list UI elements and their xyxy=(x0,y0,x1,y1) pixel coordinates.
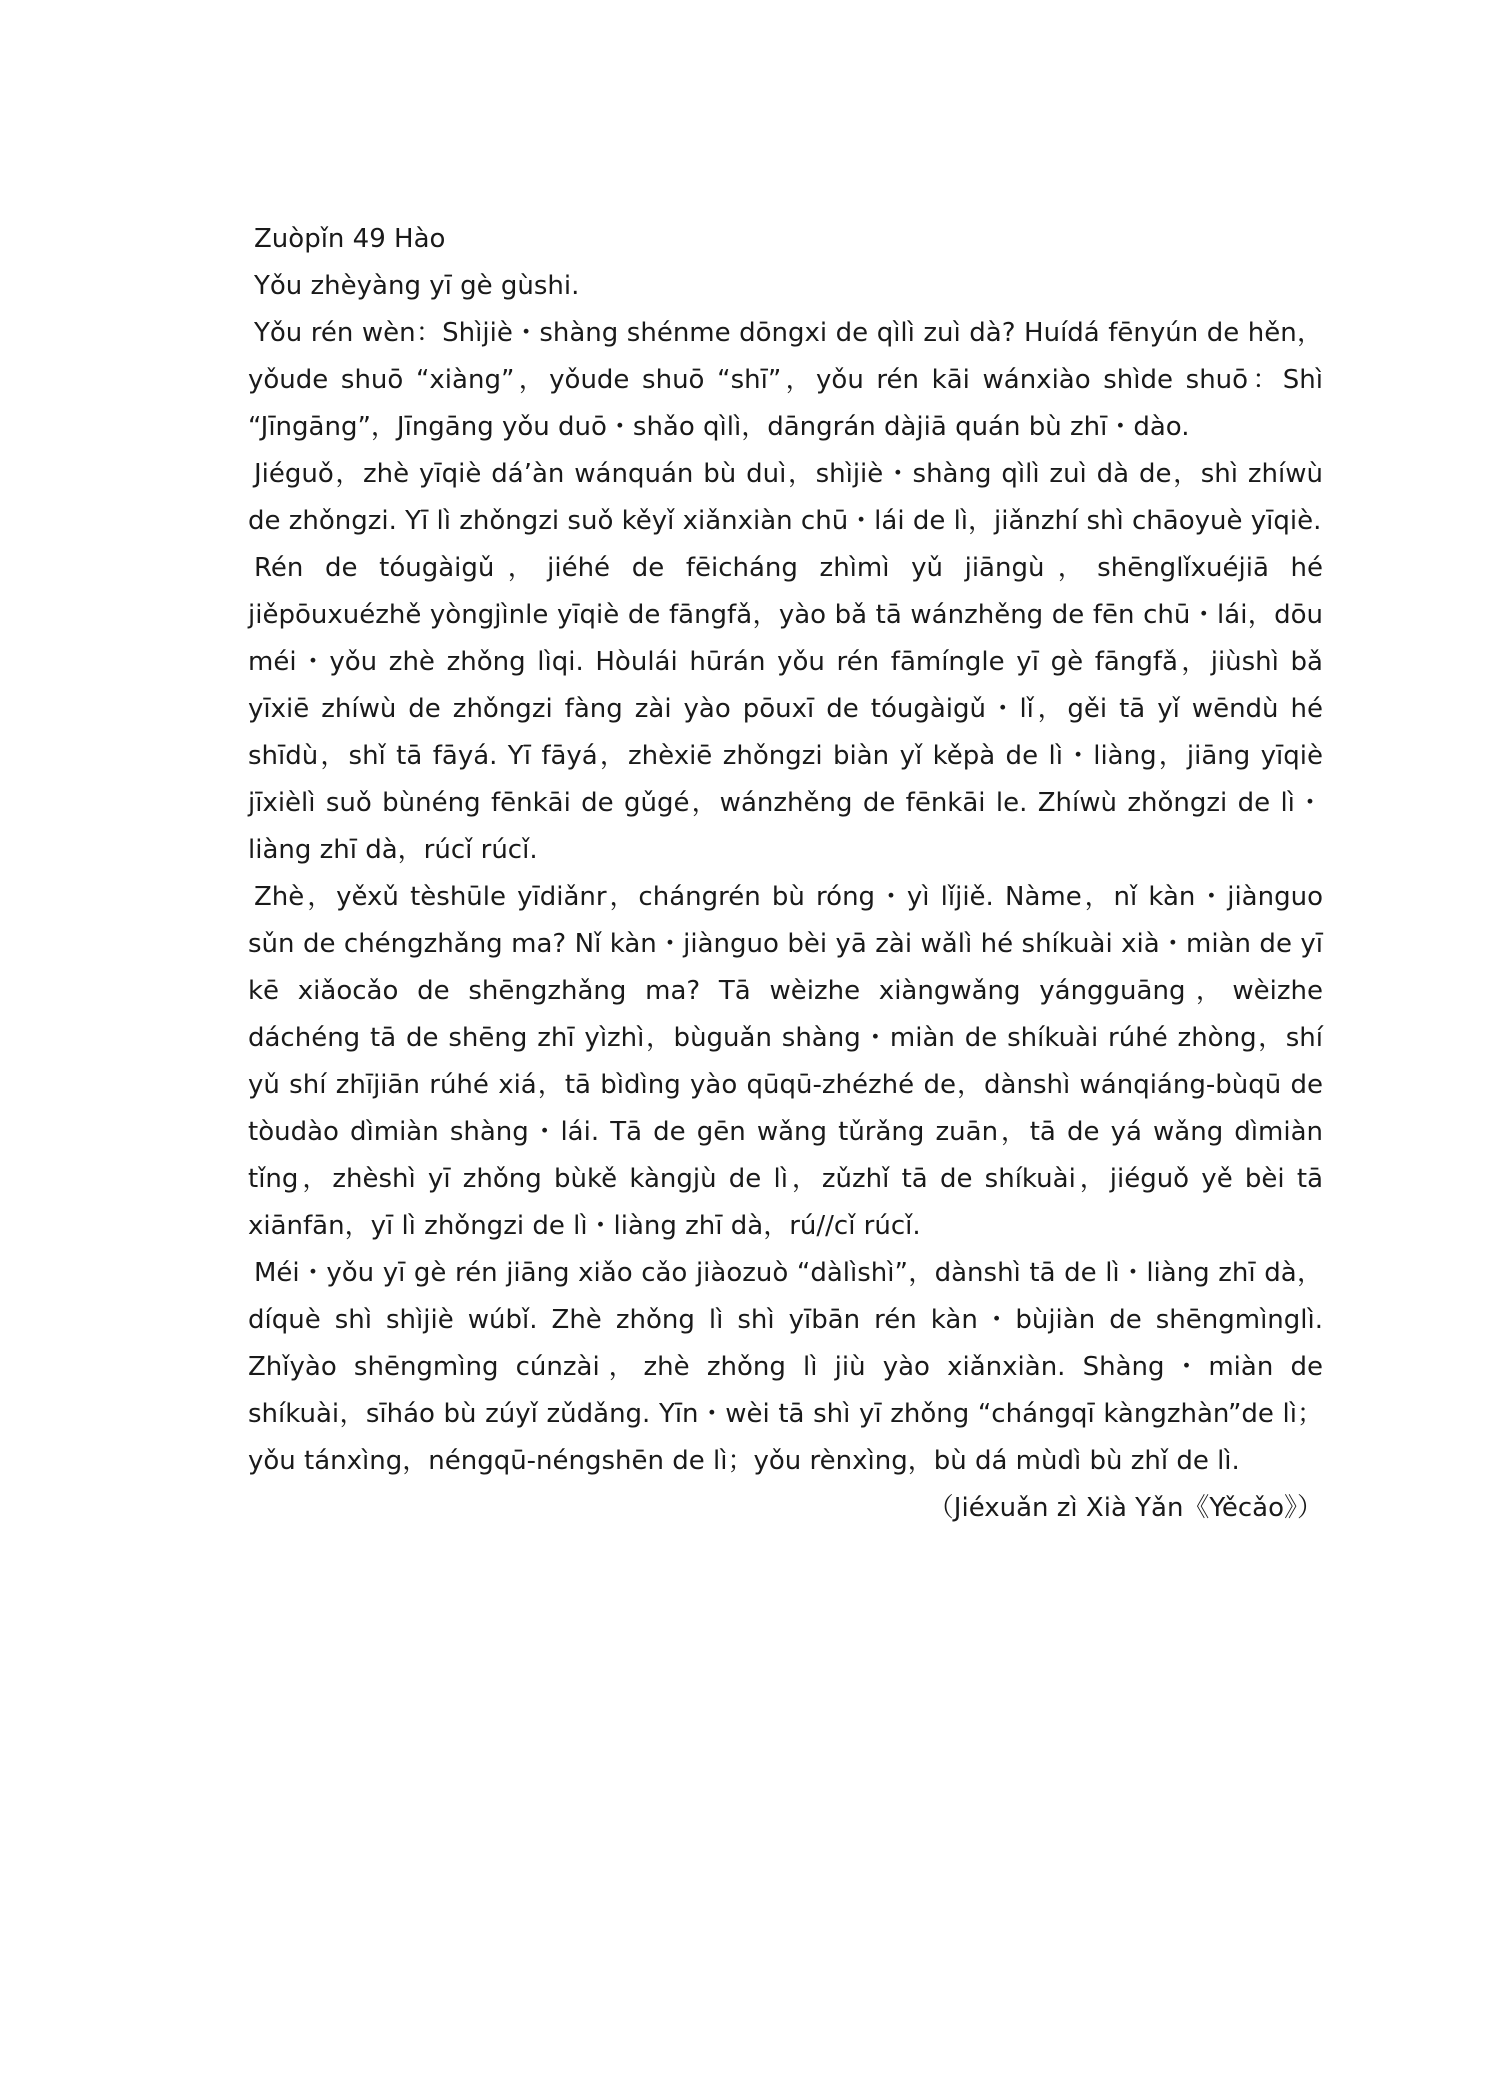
paragraph-3: Jiéguǒ，zhè yīqiè dá’àn wánquán bù duì，shìjiè・shàng qìlì zuì dà de，shì zhíwù de zhǒngzi. Yī lì zhǒngzi suǒ kěyǐ xiǎnxiàn chū・lái de lì，jiǎnzhí shì chāoyuè yīqiè. xyxy=(248,459,1323,536)
work-title: Zuòpǐn 49 Hào xyxy=(254,224,446,254)
paragraph-4: Rén de tóugàigǔ，jiéhé de fēicháng zhìmì yǔ jiāngù，shēnglǐxuéjiā hé jiěpōuxuézhě yòngjìnle yīqiè de fāngfǎ，yào bǎ tā wánzhěng de fēn chū・lái，dōu méi・yǒu zhè zhǒng lìqi. Hòulái hūrán yǒu rén fāmíngle yī gè fāngfǎ，jiùshì bǎ yīxiē zhíwù de zhǒngzi fàng zài yào pōuxī de tóugàigǔ・lǐ，gěi tā yǐ wēndù hé shīdù，shǐ tā fāyá. Yī fāyá，zhèxiē zhǒngzi biàn yǐ kěpà de lì・liàng，jiāng yīqiè jīxièlì suǒ bùnéng fēnkāi de gǔgé，wánzhěng de fēnkāi le. Zhíwù zhǒngzi de lì・liàng zhī dà，rúcǐ rúcǐ. xyxy=(248,553,1324,865)
paragraph-5: Zhè，yěxǔ tèshūle yīdiǎnr，chángrén bù róng・yì lǐjiě. Nàme，nǐ kàn・jiànguo sǔn de chéngzhǎng ma? Nǐ kàn・jiànguo bèi yā zài wǎlì hé shíkuài xià・miàn de yī kē xiǎocǎo de shēngzhǎng ma? Tā wèizhe xiàngwǎng yángguāng，wèizhe dáchéng tā de shēng zhī yìzhì，bùguǎn shàng・miàn de shíkuài rúhé zhòng，shí yǔ shí zhījiān rúhé xiá，tā bìdìng yào qūqū-zhézhé de，dànshì wánqiáng-bùqū de tòudào dìmiàn shàng・lái. Tā de gēn wǎng tǔrǎng zuān，tā de yá wǎng dìmiàn tǐng，zhèshì yī zhǒng bùkě kàngjù de lì，zǔzhǐ tā de shíkuài，jiéguǒ yě bèi tā xiānfān，yī lì zhǒngzi de lì・liàng zhī dà，rú//cǐ rúcǐ. xyxy=(248,882,1323,1241)
paragraph-6: Méi・yǒu yī gè rén jiāng xiǎo cǎo jiàozuò “dàlìshì”，dànshì tā de lì・liàng zhī dà，díquè shì shìjiè wúbǐ. Zhè zhǒng lì shì yībān rén kàn・bùjiàn de shēngmìnglì. Zhǐyào shēngmìng cúnzài，zhè zhǒng lì jiù yào xiǎnxiàn. Shàng・miàn de shíkuài，sīháo bù zúyǐ zǔdǎng. Yīn・wèi tā shì yī zhǒng “chángqī kàngzhàn”de lì；yǒu tánxìng，néngqū-néngshēn de lì；yǒu rènxìng，bù dá mùdì bù zhǐ de lì. xyxy=(248,1258,1323,1476)
paragraph-1: Yǒu zhèyàng yī gè gùshi. xyxy=(254,271,580,301)
document-page xyxy=(248,216,1323,1532)
source-citation: （Jiéxuǎn zì Xià Yǎn《Yěcǎo》） xyxy=(927,1493,1323,1523)
paragraph-2: Yǒu rén wèn：Shìjiè・shàng shénme dōngxi de qìlì zuì dà? Huídá fēnyún de hěn，yǒude shuō “xiàng”，yǒude shuō “shī”，yǒu rén kāi wánxiào shìde shuō：Shì “Jīngāng”，Jīngāng yǒu duō・shǎo qìlì，dāngrán dàjiā quán bù zhī・dào. xyxy=(248,318,1323,442)
